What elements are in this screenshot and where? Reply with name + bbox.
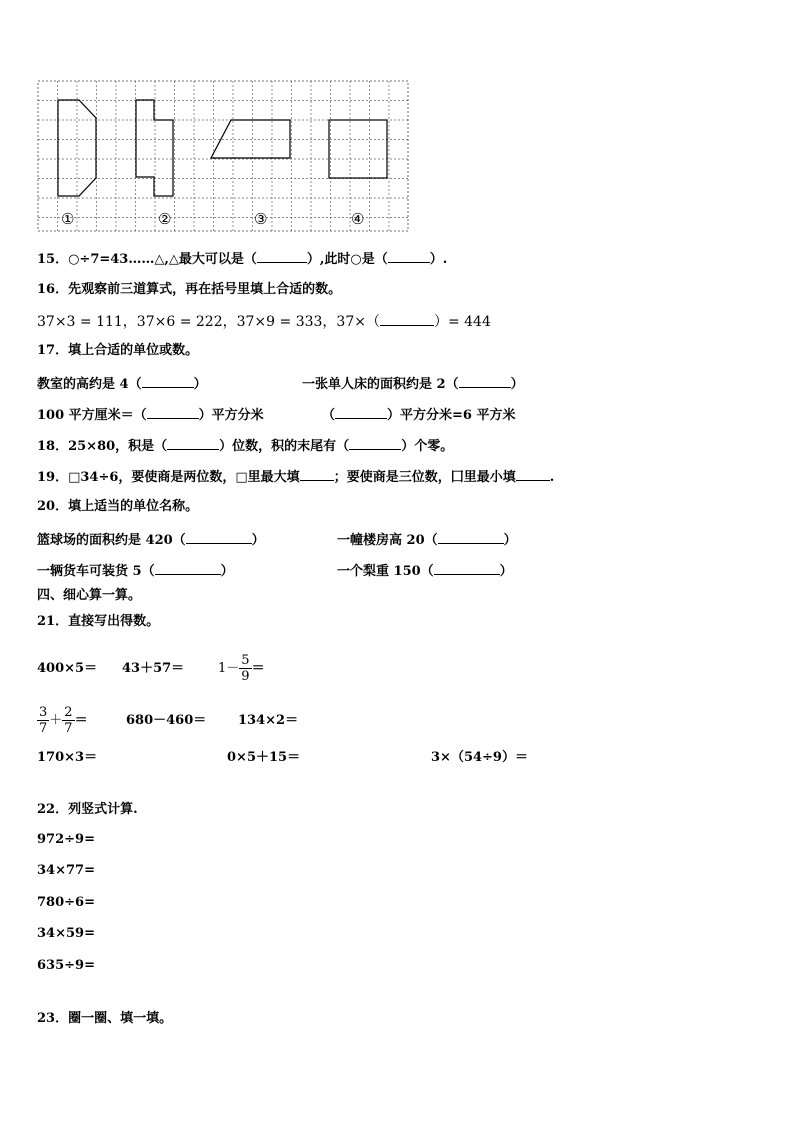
q21-e4-denominator-2: 7 bbox=[64, 721, 73, 736]
q21-expr-1: 400×5＝ bbox=[37, 661, 98, 676]
grid-figure bbox=[37, 80, 409, 232]
q15-text-c: ）. bbox=[429, 252, 448, 267]
q21-e4-post: ＝ bbox=[74, 713, 88, 728]
q17-b-blank[interactable] bbox=[459, 375, 511, 388]
q17-c-text: 100 平方厘米＝（ bbox=[37, 408, 147, 423]
q20-b-close: ） bbox=[503, 533, 517, 548]
q21-expr-4 bbox=[37, 702, 88, 740]
question-19 bbox=[37, 468, 554, 486]
q21-expr-7: 170×3＝ bbox=[37, 750, 98, 765]
question-18 bbox=[37, 437, 453, 455]
q17-b-text: 一张单人床的面积约是 2（ bbox=[302, 377, 459, 392]
q21-e4-numerator-1: 3 bbox=[39, 705, 48, 720]
q21-expr-5: 680－460＝ bbox=[126, 713, 207, 728]
shape-4-label: ④ bbox=[351, 210, 365, 228]
shape-2-label: ② bbox=[158, 210, 172, 228]
shape-3-label: ③ bbox=[254, 210, 268, 228]
q16-math-a: 37×3 = 111，37×6 = 222，37×9 = 333，37×（ bbox=[37, 314, 380, 330]
q20-c-blank[interactable] bbox=[155, 562, 221, 575]
q20-item-c bbox=[37, 562, 234, 580]
section-4-text: 四、细心算一算。 bbox=[37, 588, 142, 603]
q17-b-close: ） bbox=[510, 377, 524, 392]
q15-blank-1[interactable] bbox=[257, 250, 307, 263]
q20-d-close: ） bbox=[499, 564, 513, 579]
q17-d-open: （ bbox=[322, 408, 336, 423]
q22-item-4: 34×59= bbox=[37, 926, 95, 941]
question-23 bbox=[37, 1011, 172, 1027]
q23-text: 23．圈一圈、填一填。 bbox=[37, 1011, 173, 1026]
q17-item-c bbox=[37, 406, 264, 424]
q21-expr-9: 3×（54÷9）＝ bbox=[431, 750, 528, 765]
question-15 bbox=[37, 250, 447, 268]
q22-text: 22．列竖式计算. bbox=[37, 802, 138, 817]
q21-e4-denominator-1: 7 bbox=[39, 721, 48, 736]
q17-c-blank[interactable] bbox=[147, 406, 199, 419]
q22-item-3: 780÷6= bbox=[37, 895, 95, 910]
q18-text-a: 18．25×80，积是（ bbox=[37, 439, 168, 454]
q17-d-text: ）平方分米=6 平方米 bbox=[387, 408, 516, 423]
q19-text-b: ；要使商是三位数，囗里最小填 bbox=[333, 470, 516, 485]
shape-3-parallelogram bbox=[211, 120, 290, 158]
shape-4-rectangle bbox=[329, 120, 387, 178]
q18-blank-2[interactable] bbox=[349, 437, 401, 450]
q17-item-b bbox=[302, 375, 524, 393]
q17-item-a bbox=[37, 375, 207, 393]
q20-c-close: ） bbox=[220, 564, 234, 579]
question-16 bbox=[37, 282, 341, 298]
q16-math-line bbox=[37, 313, 491, 330]
question-20 bbox=[37, 499, 198, 515]
q20-item-a bbox=[37, 531, 265, 549]
question-21 bbox=[37, 614, 159, 630]
q20-d-text: 一个梨重 150（ bbox=[337, 564, 434, 579]
q16-math-b: ）= 444 bbox=[433, 314, 491, 330]
shape-2-polygon bbox=[136, 100, 173, 196]
shape-1-label: ① bbox=[61, 210, 75, 228]
q21-expr-8: 0×5＋15＝ bbox=[227, 750, 301, 765]
q20-b-blank[interactable] bbox=[438, 531, 504, 544]
q16-text: 16．先观察前三道算式，再在括号里填上合适的数。 bbox=[37, 282, 342, 297]
q20-a-close: ） bbox=[251, 533, 265, 548]
q22-item-2: 34×77= bbox=[37, 863, 95, 878]
q19-text-c: . bbox=[549, 470, 555, 485]
q20-item-d bbox=[337, 562, 513, 580]
q15-blank-2[interactable] bbox=[388, 250, 430, 263]
q22-item-5: 635÷9= bbox=[37, 958, 95, 973]
grid-border bbox=[38, 81, 408, 231]
q17-c-close: ）平方分米 bbox=[198, 408, 264, 423]
q19-blank-2[interactable] bbox=[516, 468, 550, 481]
q17-a-blank[interactable] bbox=[142, 375, 194, 388]
q21-expr-3 bbox=[218, 650, 265, 688]
grid-lines bbox=[38, 81, 408, 231]
q17-a-text: 教室的高约是 4（ bbox=[37, 377, 142, 392]
q20-a-blank[interactable] bbox=[186, 531, 252, 544]
q21-e4-fraction-1 bbox=[37, 705, 49, 736]
q21-expr-2: 43＋57＝ bbox=[122, 661, 185, 676]
q21-expr-6: 134×2＝ bbox=[238, 713, 299, 728]
q22-item-1: 972÷9= bbox=[37, 832, 95, 847]
q20-d-blank[interactable] bbox=[434, 562, 500, 575]
q18-text-b: ）位数，积的末尾有（ bbox=[219, 439, 350, 454]
q21-e4-operator: ＋ bbox=[49, 713, 63, 728]
q15-text-a: 15．○÷7=43……△,△最大可以是（ bbox=[37, 252, 257, 267]
question-22 bbox=[37, 802, 138, 818]
q19-text-a: 19．□34÷6，要使商是两位数，□里最大填 bbox=[37, 470, 300, 485]
section-4-heading bbox=[37, 588, 141, 604]
q21-e4-numerator-2: 2 bbox=[64, 705, 73, 720]
question-17 bbox=[37, 343, 198, 359]
q20-text: 20．填上适当的单位名称。 bbox=[37, 499, 199, 514]
q15-text-b: ）,此时○是（ bbox=[306, 252, 388, 267]
q17-a-close: ） bbox=[193, 377, 207, 392]
q21-e3-pre: 1－ bbox=[218, 661, 240, 676]
q21-e3-fraction bbox=[239, 653, 251, 684]
q21-text: 21．直接写出得数。 bbox=[37, 614, 160, 629]
q21-e4-fraction-2 bbox=[62, 705, 74, 736]
q17-d-blank[interactable] bbox=[335, 406, 387, 419]
q21-e3-denominator: 9 bbox=[241, 669, 250, 684]
q21-e3-post: ＝ bbox=[251, 661, 265, 676]
q17-text: 17．填上合适的单位或数。 bbox=[37, 343, 199, 358]
q17-item-d bbox=[322, 406, 515, 424]
q18-text-c: ）个零。 bbox=[401, 439, 454, 454]
q20-c-text: 一辆货车可装货 5（ bbox=[37, 564, 155, 579]
q18-blank-1[interactable] bbox=[167, 437, 219, 450]
q20-a-text: 篮球场的面积约是 420（ bbox=[37, 533, 186, 548]
q19-blank-1[interactable] bbox=[300, 468, 334, 481]
q20-b-text: 一幢楼房高 20（ bbox=[337, 533, 438, 548]
q21-e3-numerator: 5 bbox=[241, 653, 250, 668]
q20-item-b bbox=[337, 531, 517, 549]
q16-blank[interactable] bbox=[380, 313, 434, 326]
